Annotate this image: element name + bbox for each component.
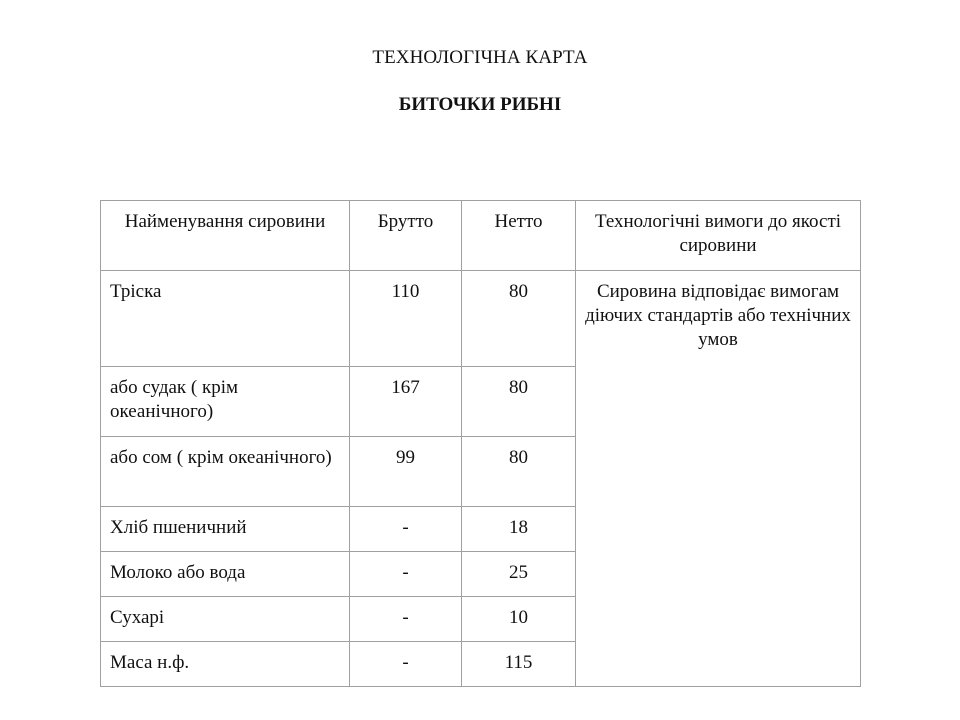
gross-weight: - — [350, 507, 462, 552]
net-weight: 80 — [462, 367, 576, 437]
header-requirements: Технологічні вимоги до якості сировини — [576, 201, 861, 271]
dish-name: БИТОЧКИ РИБНІ — [398, 94, 562, 115]
net-weight: 25 — [462, 552, 576, 597]
net-weight: 10 — [462, 597, 576, 642]
header-gross: Брутто — [350, 201, 462, 271]
gross-weight: 99 — [350, 437, 462, 507]
ingredients-table — [100, 200, 861, 687]
gross-weight: - — [350, 642, 462, 687]
quality-requirements: Сировина відповідає вимогам діючих стандартів або технічних умов — [576, 271, 861, 687]
table-header-row — [101, 201, 861, 271]
gross-weight: - — [350, 552, 462, 597]
net-weight: 80 — [462, 271, 576, 367]
net-weight: 18 — [462, 507, 576, 552]
ingredient-name: Тріска — [101, 271, 350, 367]
gross-weight: 110 — [350, 271, 462, 367]
ingredient-name: Маса н.ф. — [101, 642, 350, 687]
gross-weight: 167 — [350, 367, 462, 437]
net-weight: 115 — [462, 642, 576, 687]
ingredient-name: або сом ( крім океанічного) — [101, 437, 350, 507]
ingredient-name: Молоко або вода — [101, 552, 350, 597]
ingredient-name: Хліб пшеничний — [101, 507, 350, 552]
net-weight: 80 — [462, 437, 576, 507]
gross-weight: - — [350, 597, 462, 642]
table-row — [101, 271, 861, 367]
ingredient-name: Сухарі — [101, 597, 350, 642]
header-ingredient-name: Найменування сировини — [101, 201, 350, 271]
header-net: Нетто — [462, 201, 576, 271]
document-title: ТЕХНОЛОГІЧНА КАРТА — [372, 47, 588, 68]
ingredient-name: або судак ( крім океанічного) — [101, 367, 350, 437]
